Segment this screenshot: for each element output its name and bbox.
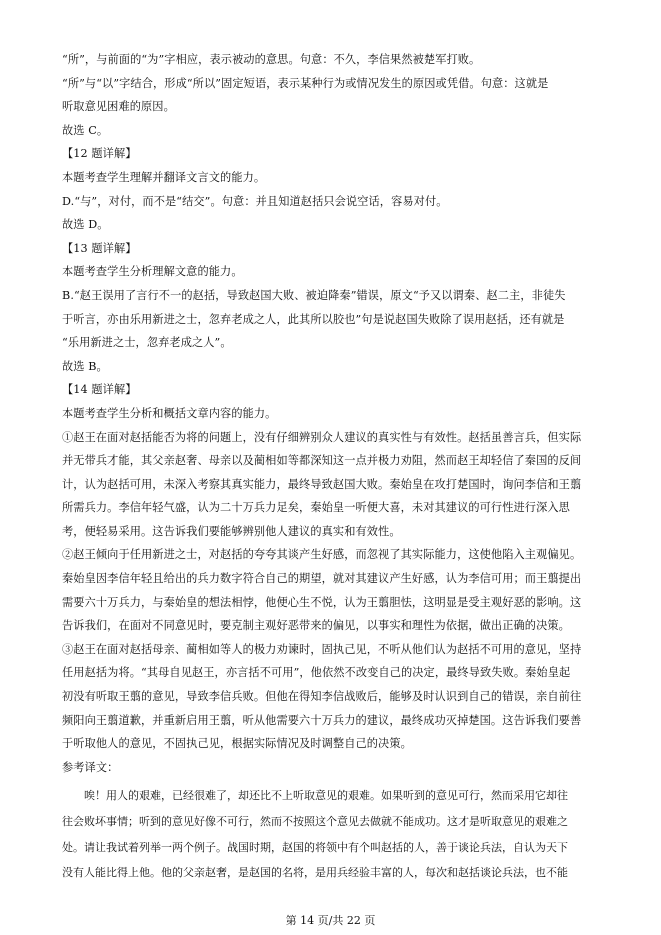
text-line: “所”，与前面的“为”字相应，表示被动的意思。句意：不久，李信果然被楚军打败。: [62, 53, 481, 66]
translation-line: 没有人能比得上他。他的父亲赵奢，是赵国的名将，是用兵经验丰富的人，每次和赵括谈论兵法，也不能: [62, 866, 568, 880]
text-line: 于听取他人的意见，不固执己见，根据实际情况及时调整自己的决策。: [62, 737, 412, 751]
text-line: 任用赵括为将。“其母自见赵王，亦言括不可用”，他依然不改变自己的决定，最终导致失败。秦始皇起: [62, 666, 571, 680]
text-line: ②赵王倾向于任用新进之士，对赵括的夸夸其谈产生好感，而忽视了其实际能力，这使他陷入主观偏见。: [62, 548, 582, 562]
text-line: 本题考查学生分析理解文意的能力。: [62, 265, 243, 279]
translation-line: 处。请让我试着列举一两个例子。战国时期，赵国的将领中有个叫赵括的人，善于谈论兵法，自认为天下: [62, 840, 568, 854]
text-line: 本题考查学生分析和概括文章内容的能力。: [62, 406, 277, 420]
text-line: 故选 D。: [62, 218, 109, 232]
translation-line: 唉！用人的艰难，已经很难了，却还比不上听取意见的艰难。如果听到的意见可行，然而采用它却往: [62, 789, 568, 803]
text-line: B.“赵王误用了言行不一的赵括，导致赵国大败、被迫降秦”错误，原文“予又以谓秦、赵二主，非徒失: [62, 288, 566, 302]
translation-block: [62, 783, 602, 885]
section-heading: 【14 题详解】: [62, 383, 137, 397]
text-line: D.“与”，对付，而不是“结交”。句意：并且知道赵括只会说空话，容易对付。: [62, 194, 448, 208]
page-footer: 第 14 页/共 22 页: [285, 914, 376, 927]
text-line: ①赵王在面对赵括能否为将的问题上，没有仔细辨别众人建议的真实性与有效性。赵括虽善言兵，但实际: [62, 430, 582, 444]
text-line: 计，认为赵括可用，未深入考察其真实能力，最终导致赵国大败。秦始皇在攻打楚国时，询问李信和王翦: [62, 477, 582, 491]
text-line: 秦始皇因李信年轻且给出的兵力数字符合自己的期望，就对其建议产生好感，认为李信可用；而王翦提出: [62, 572, 582, 586]
text-line: 并无带兵才能，其父亲赵奢、母亲以及蔺相如等都深知这一点并极力劝阻，然而赵王却轻信了秦国的反间: [62, 454, 582, 468]
text-line: ③赵王在面对赵括母亲、蔺相如等人的极力劝谏时，固执己见，不听从他们认为赵括不可用的意见，坚持: [62, 642, 582, 656]
text-line: 故选 C。: [62, 123, 109, 137]
text-line: “乐用新进之士，忽弃老成之人”。: [62, 336, 232, 350]
translation-line: 往会败坏事情；听到的意见好像不可行，然而不按照这个意见去做就不能成功。这才是听取意见的艰难之: [62, 815, 568, 828]
text-line: 需要六十万兵力，与秦始皇的想法相悖，他便心生不悦，认为王翦胆怯，这明显是受主观好恶的影响。这: [62, 595, 582, 609]
text-line: 考，便轻易采用。这告诉我们要能够辨别他人建议的真实和有效性。: [62, 524, 401, 538]
document-body: [62, 48, 602, 886]
text-line: “所”与“以”字结合，形成“所以”固定短语，表示某种行为或情况发生的原因或凭借。句意：这就是: [62, 76, 549, 90]
section-heading: 参考译文：: [62, 760, 119, 774]
text-line: 频阳向王翦道歉，并重新启用王翦，听从他需要六十万兵力的建议，最终成功灭掉楚国。这告诉我们要善: [62, 713, 582, 727]
text-line: 故选 B。: [62, 359, 108, 373]
text-line: 告诉我们，在面对不同意见时，要克制主观好恶带来的偏见，以事实和理性为依据，做出正确的决策。: [62, 619, 570, 633]
text-line: 初没有听取王翦的意见，导致李信兵败。但他在得知李信战败后，能够及时认识到自己的错误，亲自前往: [62, 690, 582, 704]
text-line: 本题考查学生理解并翻译文言文的能力。: [62, 170, 266, 184]
text-line: 听取意见困难的原因。: [62, 100, 175, 114]
text-line: 所需兵力。李信年轻气盛，认为二十万兵力足矣，秦始皇一听便大喜，未对其建议的可行性进行深入思: [62, 501, 570, 515]
section-heading: 【13 题详解】: [62, 241, 137, 255]
section-heading: 【12 题详解】: [62, 147, 137, 161]
text-line: 于听言，亦由乐用新进之士，忽弃老成之人，此其所以胶也”句是说赵国失败除了误用赵括，还有就是: [62, 312, 565, 326]
